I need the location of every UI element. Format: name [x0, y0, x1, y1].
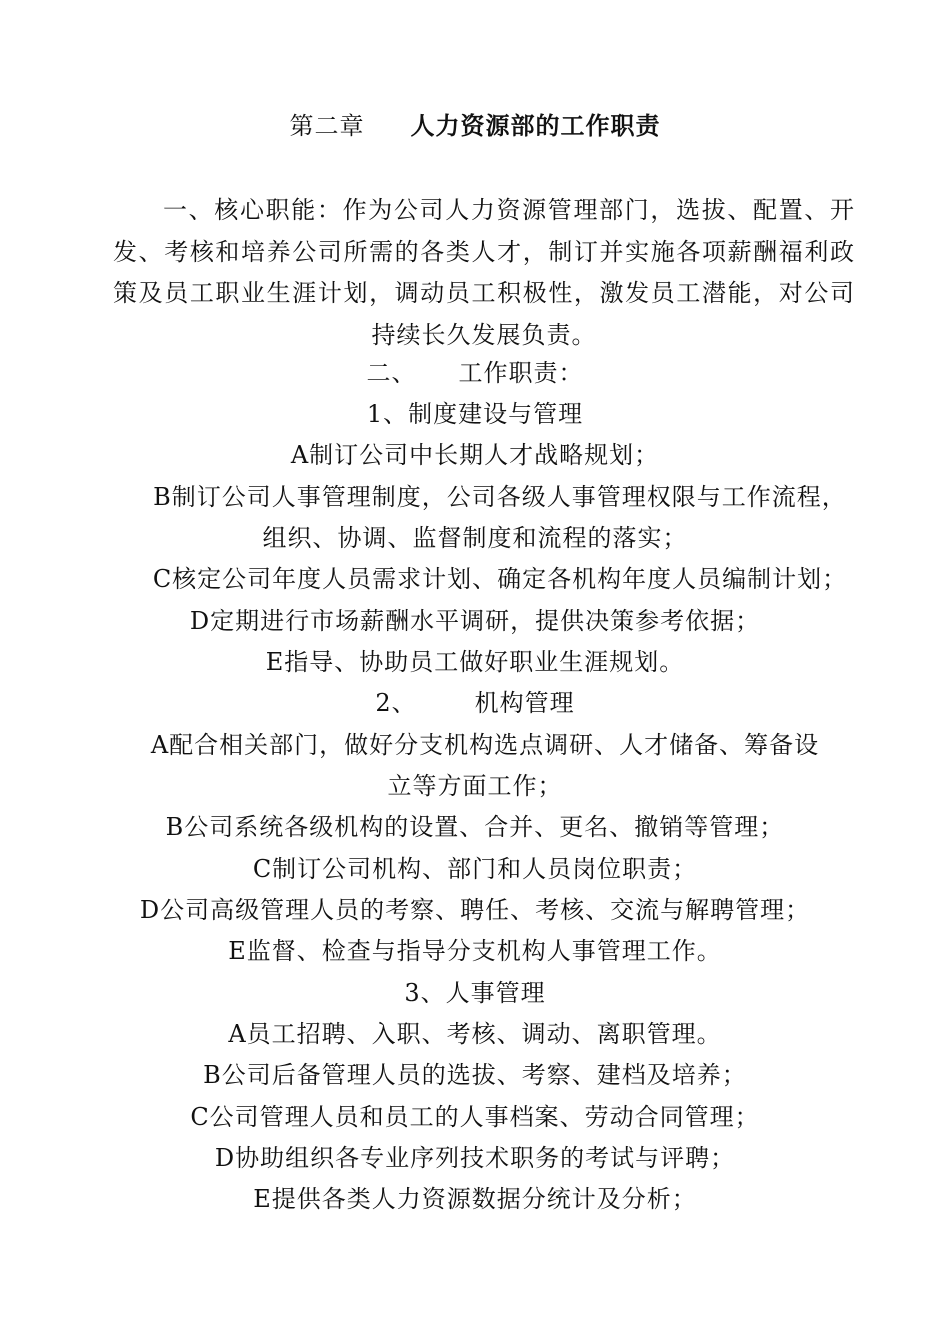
- section-2-label: 机构管理: [474, 689, 575, 717]
- section-1-item-e: E指导、协助员工做好职业生涯规划。: [265, 648, 685, 676]
- duties-heading-label: 工作职责：: [458, 359, 584, 387]
- section-heading-2: [0, 687, 950, 719]
- duties-heading-number: 二、: [366, 359, 417, 387]
- section-heading-3: 3、人事管理: [404, 979, 546, 1007]
- section-3-item-d: D协助组织各专业序列技术职务的考试与评聘；: [214, 1144, 736, 1172]
- chapter-number: 第二章: [289, 112, 365, 140]
- section-heading-1: 1、制度建设与管理: [366, 400, 584, 428]
- chapter-name: 人力资源部的工作职责: [410, 111, 661, 140]
- section-2-item-d: D公司高级管理人员的考察、聘任、考核、交流与解聘管理；: [139, 896, 811, 924]
- section-2-item-c: C制订公司机构、部门和人员岗位职责；: [252, 855, 698, 883]
- section-1-item-b-cont: 组织、协调、监督制度和流程的落实；: [262, 524, 688, 552]
- section-2-item-a-cont: 立等方面工作；: [387, 772, 563, 800]
- core-function-paragraph: 一、核心职能：作为公司人力资源管理部门，选拔、配置、开发、考核和培养公司所需的各类人才，制订并实施各项薪酬福利政策及员工职业生涯计划，调动员工积极性，激发员工潜能，对公司持续长久发展负责。: [113, 196, 855, 349]
- section-3-item-a: A员工招聘、入职、考核、调动、离职管理。: [228, 1020, 722, 1048]
- section-2-item-e: E监督、检查与指导分支机构人事管理工作。: [228, 937, 722, 965]
- section-2-number: 2、: [375, 689, 417, 717]
- chapter-title: [0, 108, 950, 144]
- section-3-item-e: E提供各类人力资源数据分统计及分析；: [253, 1185, 697, 1213]
- section-1-item-c: C核定公司年度人员需求计划、确定各机构年度人员编制计划；: [152, 565, 848, 593]
- section-1-item-b: B制订公司人事管理制度，公司各级人事管理权限与工作流程，: [153, 483, 847, 511]
- section-1-item-a: A制订公司中长期人才战略规划；: [290, 441, 660, 469]
- section-1-item-d: D定期进行市场薪酬水平调研，提供决策参考依据；: [189, 607, 761, 635]
- section-3-item-b: B公司后备管理人员的选拔、考察、建档及培养；: [203, 1061, 747, 1089]
- section-3-item-c: C公司管理人员和员工的人事档案、劳动合同管理；: [190, 1103, 760, 1131]
- section-2-item-a: A配合相关部门，做好分支机构选点调研、人才储备、筹备设: [150, 731, 820, 759]
- duties-heading: [0, 357, 950, 389]
- section-2-item-b: B公司系统各级机构的设置、合并、更名、撤销等管理；: [165, 813, 785, 841]
